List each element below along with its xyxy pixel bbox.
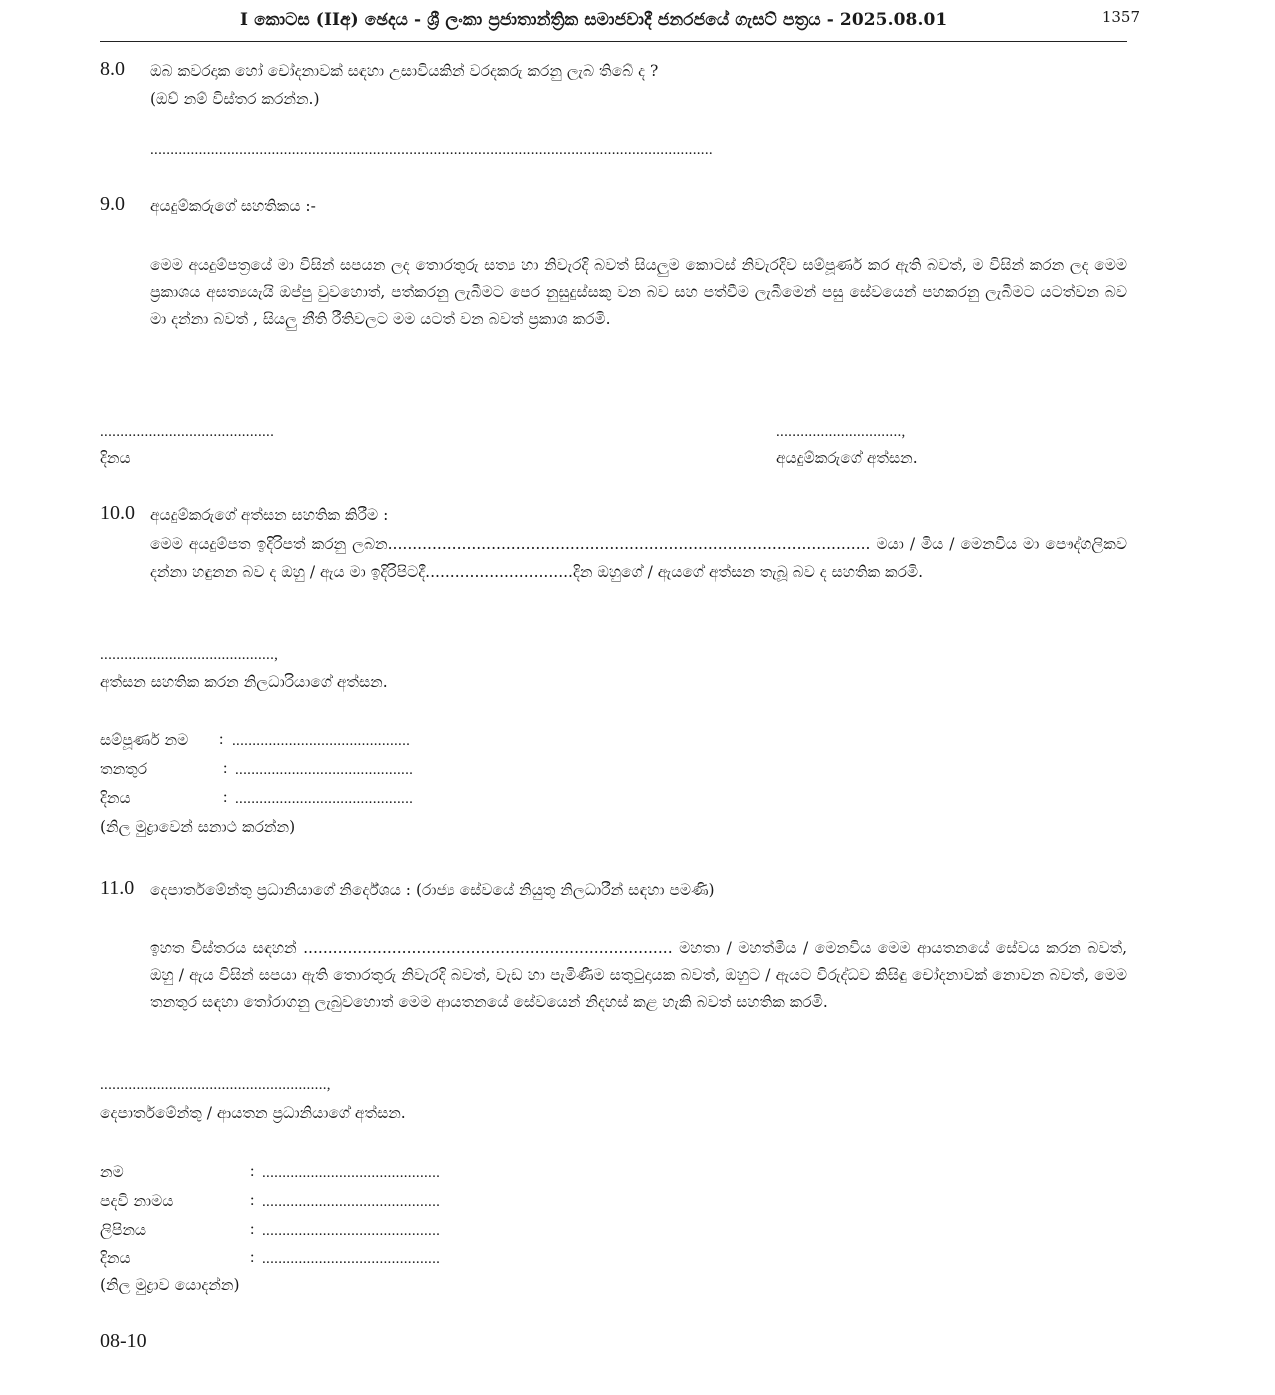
section-10-field-fullname-label: සම්පූර්ණ නම — [100, 731, 189, 749]
section-11-field-designation-line[interactable]: ............................................ — [262, 1194, 441, 1210]
footer-code: 08-10 — [100, 1330, 147, 1352]
section-11-field-date-colon: : — [250, 1249, 255, 1266]
section-8-number: 8.0 — [100, 58, 125, 80]
section-11-field-date-line[interactable]: ............................................ — [262, 1251, 441, 1267]
section-11-field-address-label: ලිපිනය — [100, 1221, 147, 1239]
section-10-number: 10.0 — [100, 502, 135, 524]
section-11-heading: දෙපාර්තමේන්තු ප්‍රධානියාගේ නිර්දේශය : (රාජ්‍ය සේවයේ නියුතු නිලධාරීන් සඳහා පමණි) — [150, 881, 715, 899]
section-9-date-line[interactable]: ........................................... — [100, 424, 275, 440]
section-9-signature-line[interactable]: ..............................., — [776, 424, 906, 440]
section-11-number: 11.0 — [100, 877, 135, 899]
section-11-field-name-label: නම — [100, 1163, 124, 1181]
section-9-heading: අයදුම්කරුගේ සහතිකය :- — [150, 197, 316, 215]
section-8-question: ඔබ කවරදාක හෝ චෝදනාවක් සඳහා උසාවියකින් වරදකරු කරනු ලැබ තිබේ ද ? — [150, 62, 659, 80]
section-11-recommendation: ඉහත විස්තරය සඳහන් ........................................................................... මහතා / මහත්මිය / මෙනවිය මෙම ආයතනයේ සේවය කරන බවත්, ඔහු / ඇය විසින් සපයා ඇති තොරතුරු නිවැරදි බවත්, වැඩ හා පැමිණීම සතුටුදායක බවත්, ඔහුට / ඇයට විරුද්ධව කිසිඳු චෝදනාවක් නොවන බවත්, මෙම තනතුර සඳහා තෝරාගනු ලැබුවහොත් මෙම ආයතනයේ සේවයෙන් නිදහස් කළ හැකි බවත් සහතික කරමි. — [150, 939, 1127, 1011]
section-11-field-name-line[interactable]: ............................................ — [262, 1165, 441, 1181]
running-title: I කොටස (IIඅ) ඡෙදය - ශ්‍රී ලංකා ප්‍රජාතාන්ත්‍රික සමාජවාදී ජනරජයේ ගැසට් පත්‍රය - 2025.08.01 — [240, 10, 948, 30]
section-10-field-date-line[interactable]: ............................................ — [235, 791, 414, 807]
section-10-field-date-colon: : — [223, 789, 228, 806]
section-10-field-fullname-line[interactable]: ............................................ — [232, 733, 411, 749]
section-8-note: (ඔව් නම් විස්තර කරන්න.) — [150, 90, 320, 108]
running-header — [100, 8, 1140, 36]
section-10-field-position-label: තනතුර — [100, 760, 148, 778]
section-11-field-name-colon: : — [250, 1163, 255, 1180]
section-11-signature-line[interactable]: ........................................................, — [100, 1077, 331, 1093]
header-rule — [100, 41, 1127, 42]
page-number: 1357 — [1101, 8, 1140, 26]
section-10-stamp-note: (නිල මුද්‍රාවෙන් සනාථ කරන්න) — [100, 818, 296, 836]
section-11-field-designation-label: පදවි නාමය — [100, 1192, 174, 1210]
section-10-signature-label: අත්සන සහතික කරන නිලධාරියාගේ අත්සන. — [100, 673, 388, 691]
section-8-answer-line[interactable]: ........................................................................................................................................... — [150, 142, 713, 158]
section-10-heading: අයදුම්කරුගේ අත්සන සහතික කිරීම : — [150, 506, 389, 524]
section-10-field-fullname-colon: : — [219, 731, 224, 748]
section-11-field-designation-colon: : — [250, 1192, 255, 1209]
section-9-declaration: මෙම අයදුම්පත්‍රයේ මා විසින් සපයන ලද තොරතුරු සත්‍ය හා නිවැරදි බවත් සියලුම කොටස් නිවැරදිව සම්පූර්ණ කර ඇති බවත්, ම විසින් කරන ලද මෙම ප්‍රකාශය අසත්‍යයැයි ඔප්පු වුවහොත්, පත්කරනු ලැබීමට පෙර නුසුදුස්සකු වන බව සහ පත්වීම ලැබීමෙන් පසු සේවයෙන් පහකරනු ලැබීමට යටත්වන බව මා දන්නා බවත් , සියලු නීති රීතිවලට මම යටත් වන බවත් ප්‍රකාශ කරමි. — [150, 256, 1127, 328]
section-11-signature-label: දෙපාර්තමේන්තු / ආයතන ප්‍රධානියාගේ අත්සන. — [100, 1104, 406, 1122]
section-11-stamp-note: (නිල මුද්‍රාව යොදන්න) — [100, 1276, 240, 1294]
section-11-field-address-line[interactable]: ............................................ — [262, 1223, 441, 1239]
section-9-number: 9.0 — [100, 193, 125, 215]
section-9-signature-label: අයදුම්කරුගේ අත්සන. — [776, 449, 918, 467]
section-11-field-address-colon: : — [250, 1221, 255, 1238]
section-9-date-label: දිනය — [100, 449, 131, 467]
section-10-field-position-colon: : — [223, 760, 228, 777]
section-10-field-date-label: දිනය — [100, 789, 131, 807]
section-11-field-date-label: දිනය — [100, 1249, 131, 1267]
section-10-field-position-line[interactable]: ............................................ — [235, 762, 414, 778]
section-10-certification: මෙම අයදුම්පත ඉදිරිපත් කරනු ලබන.................................................................................................. මයා / මිය / මෙනවිය මා පෞද්ගලිකව දන්නා හඳුනන බව ද ඔහු / ඇය මා ඉදිරිපිටදී..............................දින ඔහුගේ / ඇයගේ අත්සන තැබූ බව ද සහතික කරමි. — [150, 535, 1127, 581]
section-10-signature-line[interactable]: ..........................................., — [100, 647, 279, 663]
